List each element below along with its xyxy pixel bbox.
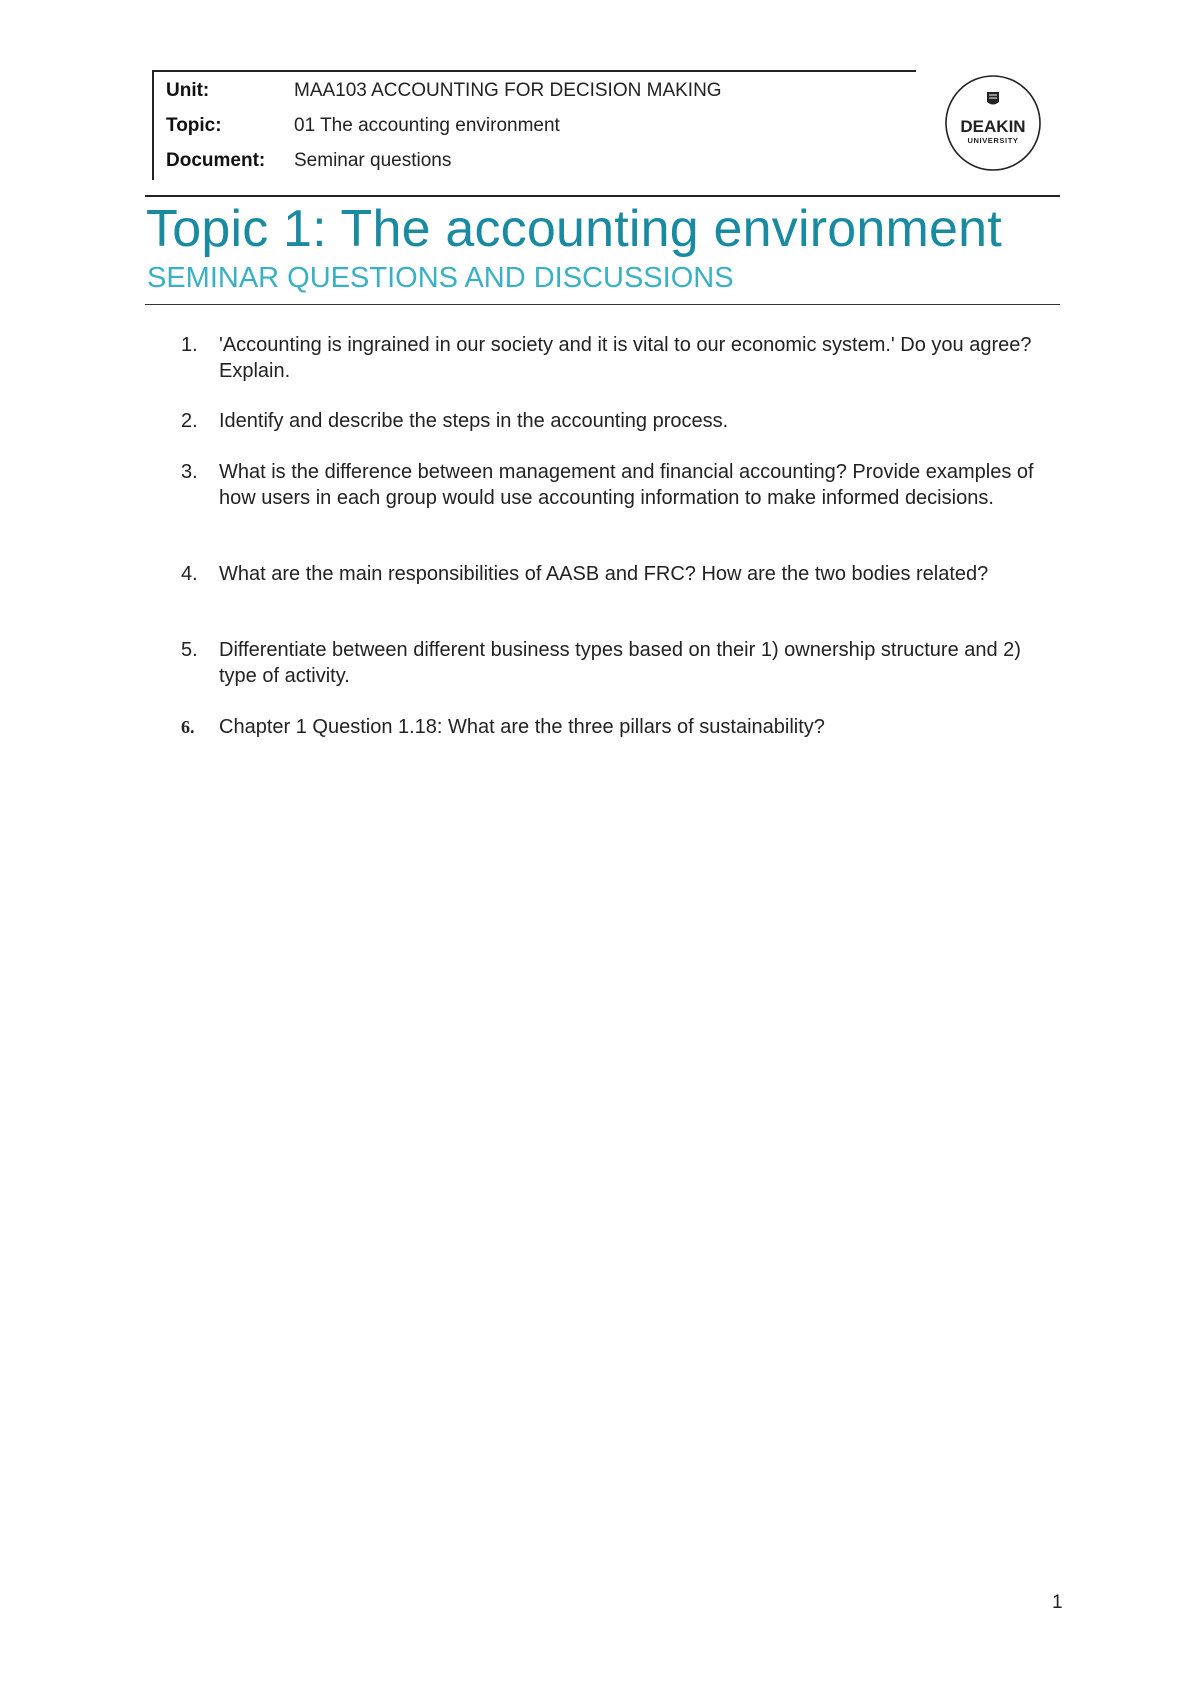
document-header	[152, 70, 916, 180]
page-subtitle: SEMINAR QUESTIONS AND DISCUSSIONS	[147, 262, 734, 294]
meta-row-topic	[166, 111, 560, 141]
page-number: 1	[1052, 1592, 1063, 1613]
question-text: What are the main responsibilities of AASB and FRC? How are the two bodies related?	[219, 563, 989, 585]
question-number: 5.	[181, 639, 198, 661]
question-number: 6.	[181, 717, 195, 737]
crest-icon	[987, 92, 999, 105]
question-text: Identify and describe the steps in the accounting process.	[219, 410, 729, 432]
deakin-university-logo	[944, 74, 1042, 172]
question-number: 1.	[181, 334, 198, 356]
question-text: What is the difference between management and financial accounting? Provide examples of how users in each group would use accounting information to make informed decisions.	[219, 461, 1034, 509]
document-value: Seminar questions	[294, 150, 452, 171]
document-label: Document:	[166, 150, 266, 171]
title-rule-bottom	[145, 304, 1060, 305]
logo-subword: UNIVERSITY	[967, 136, 1019, 145]
page-title: Topic 1: The accounting environment	[146, 200, 1002, 258]
title-rule-top	[145, 195, 1060, 197]
meta-row-unit	[166, 76, 722, 106]
question-text: Differentiate between different business types based on their 1) ownership structure and 2) type of activity.	[219, 639, 1021, 687]
question-number: 4.	[181, 563, 198, 585]
logo-wordmark: DEAKIN	[960, 117, 1026, 136]
question-number: 3.	[181, 461, 198, 483]
unit-label: Unit:	[166, 80, 210, 101]
question-text: Chapter 1 Question 1.18: What are the three pillars of sustainability?	[219, 716, 825, 738]
deakin-logo-icon	[944, 74, 1042, 172]
question-text: 'Accounting is ingrained in our society and it is vital to our economic system.' Do you agree? Explain.	[219, 334, 1032, 382]
unit-value: MAA103 ACCOUNTING FOR DECISION MAKING	[294, 80, 722, 101]
topic-label: Topic:	[166, 115, 222, 136]
question-number: 2.	[181, 410, 198, 432]
topic-value: 01 The accounting environment	[294, 115, 560, 136]
meta-row-document	[166, 146, 451, 176]
